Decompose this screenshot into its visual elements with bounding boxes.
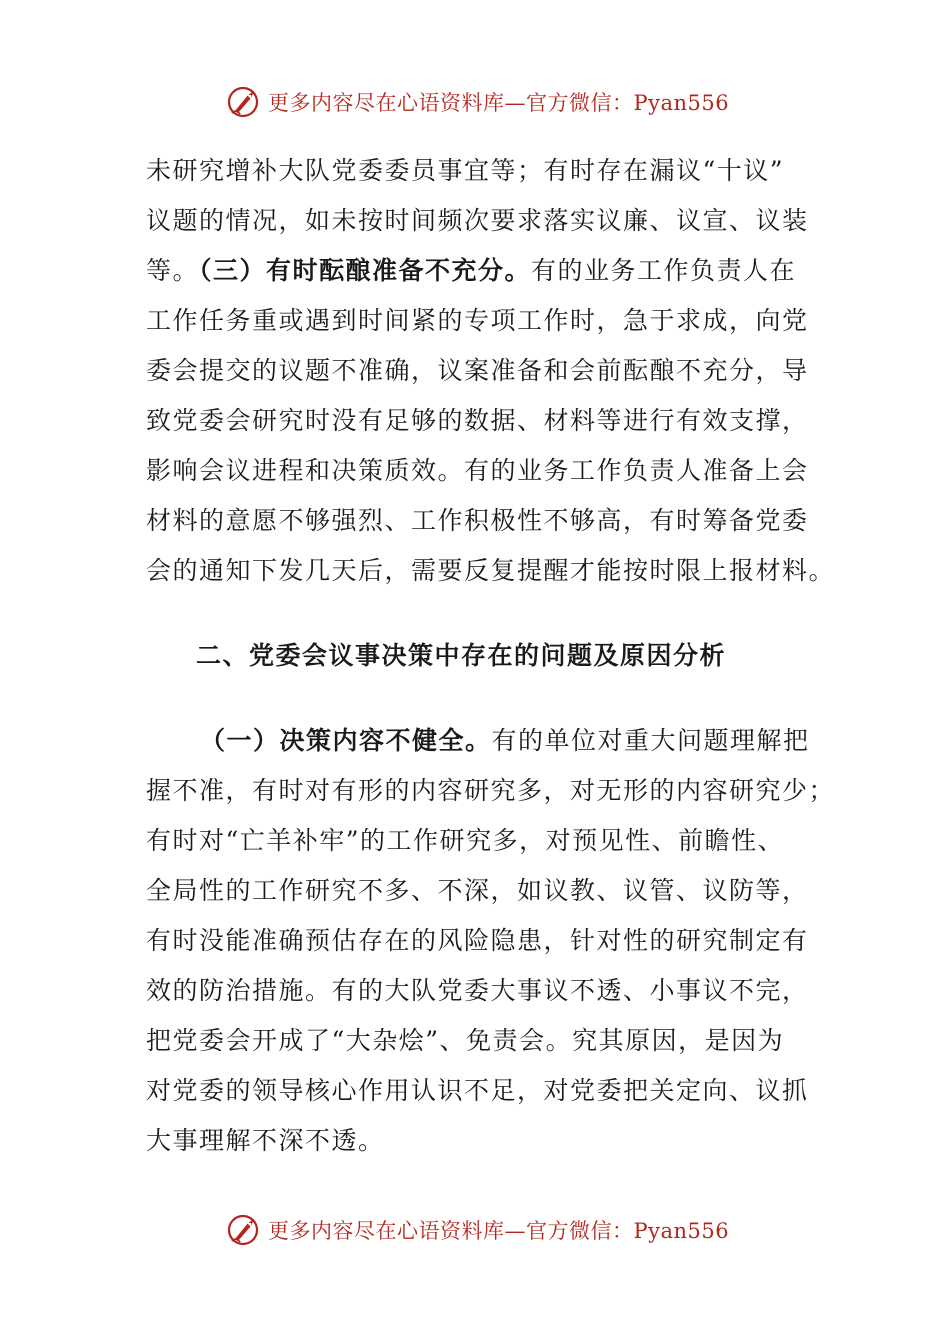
paragraph-line: 效的防治措施。有的大队党委大事议不透、小事议不完， <box>146 976 809 1005</box>
paragraph-line: 有时没能准确预估存在的风险隐患，针对性的研究制定有 <box>146 926 809 955</box>
paragraph-line: 未研究增补大队党委委员事宜等；有时存在漏议“十议” <box>146 156 785 185</box>
paragraph-line <box>146 716 810 766</box>
paragraph-line: 致党委会研究时没有足够的数据、材料等进行有效支撑， <box>146 406 809 435</box>
subheading-3: （三）有时酝酿准备不充分。 <box>199 256 532 285</box>
line-text: 有的业务工作负责人在 <box>531 256 797 285</box>
header-banner <box>226 82 729 122</box>
pen-nib-icon <box>226 1211 264 1249</box>
paragraph-line: 全局性的工作研究不多、不深，如议教、议管、议防等， <box>146 876 809 905</box>
paragraph-line <box>146 246 806 296</box>
paragraph-line: 材料的意愿不够强烈、工作积极性不够高，有时筹备党委 <box>146 506 809 535</box>
paragraph-line: 会的通知下发几天后，需要反复提醒才能按时限上报材料。 <box>146 556 836 585</box>
paragraph-line: 议题的情况，如未按时间频次要求落实议廉、议宣、议装 <box>146 206 809 235</box>
line-text: 等。 <box>146 256 200 285</box>
paragraph-line: 大事理解不深不透。 <box>146 1126 385 1155</box>
paragraph-line: 委会提交的议题不准确，议案准备和会前酝酿不充分，导 <box>146 356 809 385</box>
paragraph-line: 握不准，有时对有形的内容研究多，对无形的内容研究少； <box>146 776 836 805</box>
footer-banner <box>226 1210 729 1250</box>
banner-text: 更多内容尽在心语资料库—官方微信：Pyan556 <box>268 1219 730 1243</box>
document-body <box>146 146 836 1166</box>
banner-text: 更多内容尽在心语资料库—官方微信：Pyan556 <box>268 91 730 115</box>
section-heading: 二、党委会议事决策中存在的问题及原因分析 <box>196 641 727 670</box>
pen-nib-icon <box>226 83 264 121</box>
paragraph-line: 有时对“亡羊补牢”的工作研究多，对预见性、前瞻性、 <box>146 826 785 855</box>
paragraph-line: 对党委的领导核心作用认识不足，对党委把关定向、议抓 <box>146 1076 809 1105</box>
line-text: 有的单位对重大问题理解把 <box>491 726 810 755</box>
subheading-1: （一）决策内容不健全。 <box>200 726 492 755</box>
paragraph-line: 影响会议进程和决策质效。有的业务工作负责人准备上会 <box>146 456 809 485</box>
paragraph-line: 把党委会开成了“大杂烩”、免责会。究其原因，是因为 <box>146 1026 785 1055</box>
paragraph-line: 工作任务重或遇到时间紧的专项工作时，急于求成，向党 <box>146 306 809 335</box>
